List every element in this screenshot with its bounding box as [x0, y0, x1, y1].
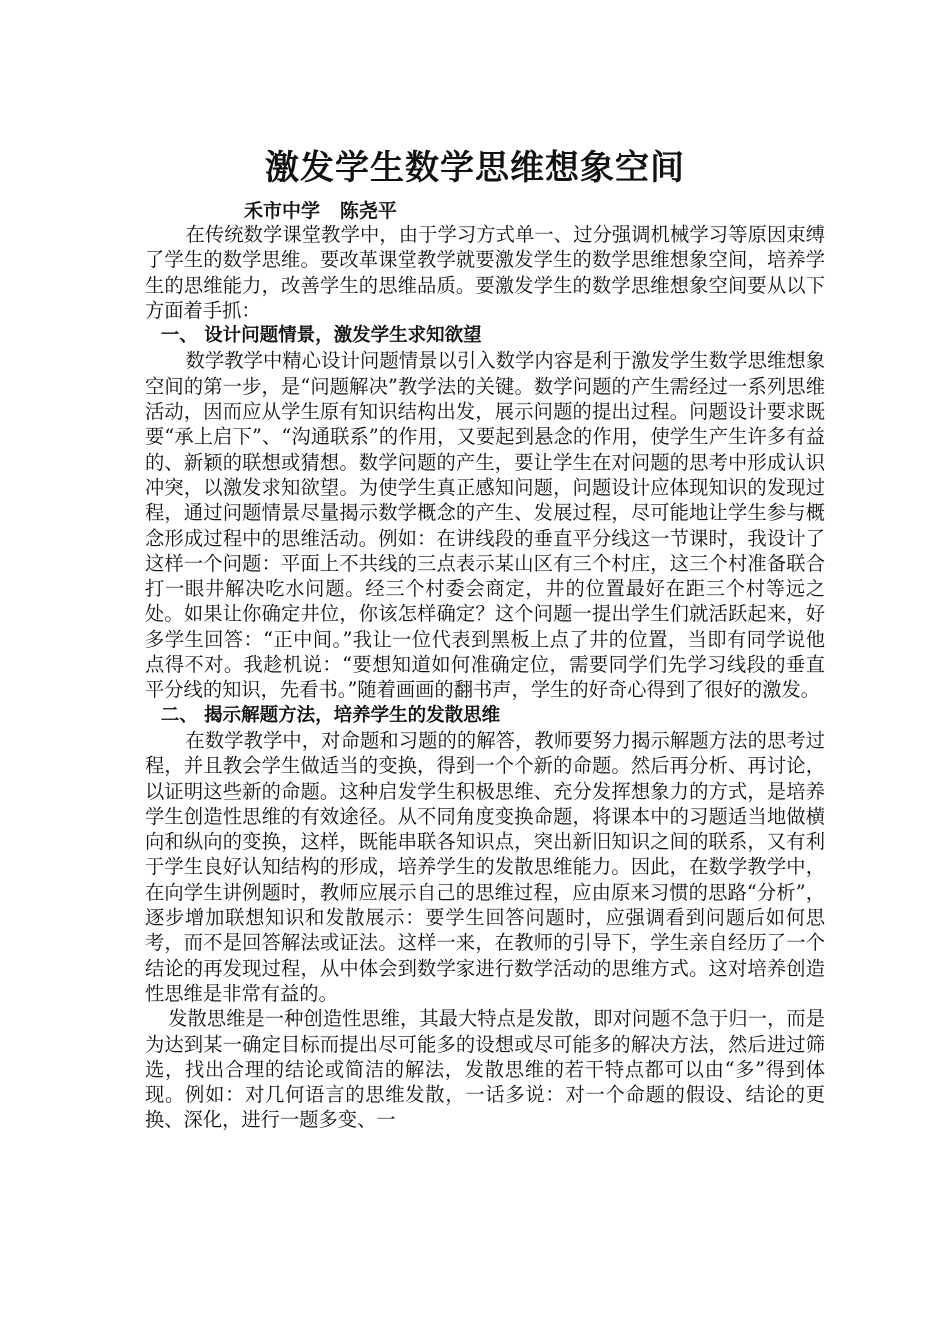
body-paragraph: 数学教学中精心设计问题情景以引入数学内容是利于激发学生数学思维想象空间的第一步，是“问题解决”教学法的关键。数学问题的产生需经过一系列思维活动，因而应从学生原有知识结构出发，展示问题的提出过程。问题设计要求既要“承上启下”、“沟通联系”的作用，又要起到悬念的作用，使学生产生许多有益的、新颖的联想或猜想。数学问题的产生，要让学生在对问题的思考中形成认识冲突，以激发求知欲望。为使学生真正感知问题，问题设计应体现知识的发现过程，通过问题情景尽量揭示数学概念的产生、发展过程，尽可能地让学生参与概念形成过程中的思维活动。例如：在讲线段的垂直平分线这一节课时，我设计了这样一个问题：平面上不共线的三点表示某山区有三个村庄，这三个村准备联合打一眼井解决吃水问题。经三个村委会商定，井的位置最好在距三个村等远之处。如果让你确定井位，你该怎样确定？这个问题一提出学生们就活跃起来，好多学生回答：“正中间。”我让一位代表到黑板上点了井的位置，当即有同学说他点得不对。我趁机说：“要想知道如何准确定位，需要同学们先学习线段的垂直平分线的知识，先看书。”随着画画的翻书声，学生的好奇心得到了很好的激发。 [145, 349, 825, 702]
body-paragraph: 在数学教学中，对命题和习题的的解答，教师要努力揭示解题方法的思考过程，并且教会学生做适当的变换，得到一个个新的命题。然后再分析、再讨论，以证明这些新的命题。这种启发学生积极思维、充分发挥想象力的方式，是培养学生创造性思维的有效途径。从不同角度变换命题，将课本中的习题适当地做横向和纵向的变换，这样，既能串联各知识点，突出新旧知识之间的联系，又有利于学生良好认知结构的形成，培养学生的发散思维能力。因此，在数学教学中，在向学生讲例题时，教师应展示自己的思维过程，应由原来习惯的思路“分析”，逐步增加联想知识和发散展示：要学生回答问题时，应强调看到问题后如何思考，而不是回答解法或证法。这样一来，在教师的引导下，学生亲自经历了一个结论的再发现过程，从中体会到数学家进行数学活动的思维方式。这对培养创造性思维是非常有益的。 [145, 728, 825, 1005]
section-heading: 一、 设计问题情景，激发学生求知欲望 [160, 325, 482, 347]
intro-paragraph: 在传统数学课堂教学中，由于学习方式单一、过分强调机械学习等原因束缚了学生的数学思维。要改革课堂教学就要激发学生的数学思维想象空间，培养学生的思维能力，改善学生的思维品质。要激发学生的数学思维想象空间要从以下方面着手抓： [145, 223, 825, 322]
section-heading: 二、 揭示解题方法，培养学生的发散思维 [160, 704, 501, 726]
document-title: 激发学生数学思维想象空间 [265, 148, 685, 188]
author-line: 禾市中学 陈尧平 [244, 200, 397, 222]
document-body [145, 222, 825, 1133]
body-paragraph: 发散思维是一种创造性思维，其最大特点是发散，即对问题不急于归一，而是为达到某一确定目标而提出尽可能多的设想或尽可能多的解决方法，然后进过筛选，找出合理的结论或简洁的解法，发散思维的若干特点都可以由“多”得到体现。例如：对几何语言的思维发散，一话多说：对一个命题的假设、结论的更换、深化，进行一题多变、一 [145, 1007, 825, 1132]
